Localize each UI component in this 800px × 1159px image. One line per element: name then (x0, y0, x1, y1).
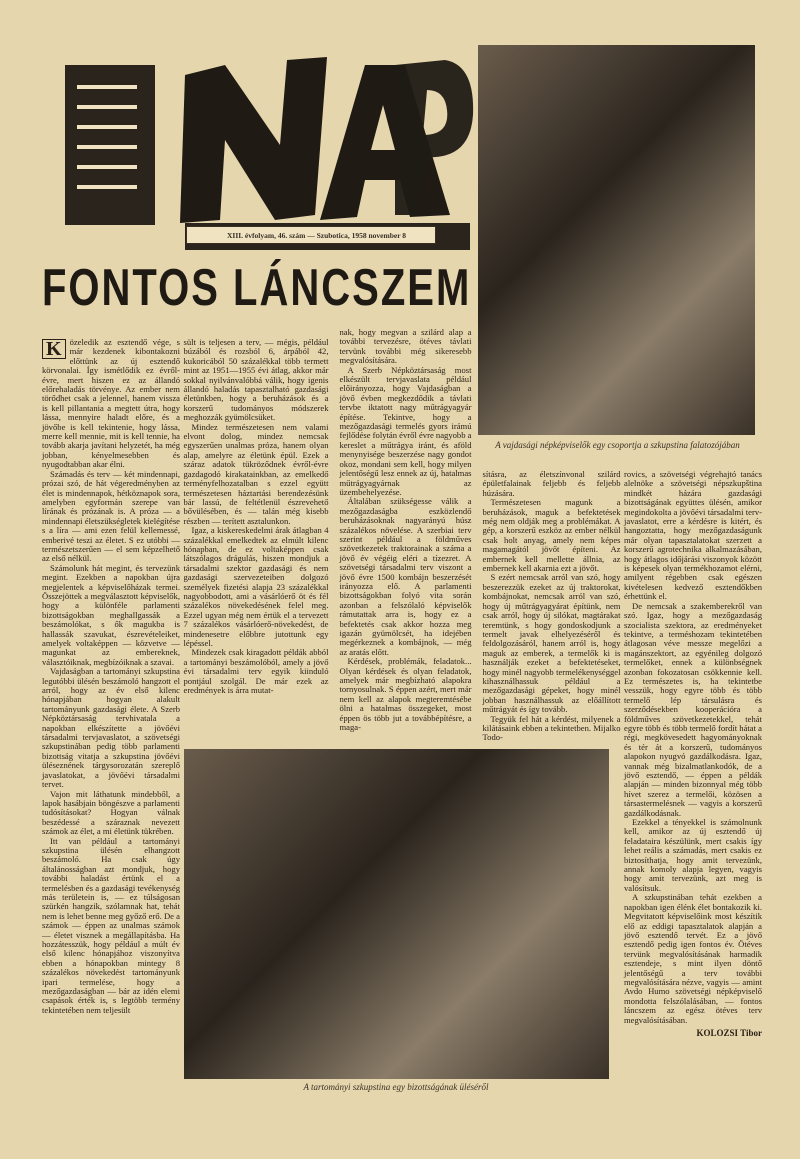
article-column-2 (184, 320, 329, 695)
article-column-4 (483, 320, 621, 743)
paragraph: sításra, az életszínvonal szilárd épületfalainak feljebb és feljebb húzására. (482, 469, 621, 498)
paragraph: nak, hogy megvan a szilárd alap a további tervezésre, ötéves távlati tervünk további még sikeresebb megvalósítására. (339, 327, 472, 366)
article-column-5 (624, 320, 762, 1038)
paragraph: rovics, a szövetségi végrehajtó tanács alelnöke a szövetségi népszkupština mindkét házára gazdasági bizottságának együttes ülésén, amikor megindokolta a jövőévi társadalmi terv-javaslatot, erre a kérdésre is kitért, és hangoztatta, hogy mezőgazdaságunk már olyan tapasztalatokat szerzett a korszerű agrotechnika alkalmazásában, hogy átlagos időjárási viszonyok között is képesek olyan termékhozamot elérni, amilyent régebben csak egészen kivételesen kedvező esztendőkben érhettünk el. (624, 469, 762, 602)
paragraph: Ezekkel a tényekkel is számolnunk kell, amikor az új esztendő új feladataira készülünk, mert csakis így lehet reális a számadás, mert csakis ez biztosíthatja, hogy amit tervezünk, annak komoly alapja legyen, vagyis hogy amit tervezünk, azt meg is valósítsuk. (624, 817, 762, 893)
paragraph: Tegyük fel hát a kérdést, milyenek a kilátásaink ebben a tekintetben. Mijalko Todo- (482, 713, 621, 743)
dropcap: K (42, 339, 66, 359)
paragraph: Általában szükségesse válik a mezőgazdaságba eszközlendő beruházásoknak nagyarányú húsz százalékos növelése. A szerbiai terv szerint például a földműves szövetkezetek traktorainak a száma a jövő év végéig eléri a tízezret. A szövetségi társadalmi terv viszont a jövő évre 1500 kombájn beszerzését irányozza elő. A parlamenti bizottságokban folyó vita során azonban a felszólaló képviselők rámutattak arra is, hogy ez a befektetés csak akkor hozza meg igazán gyümölcsét, ha idejében megérkeznek a kombájnok, — még az aratás előtt. (339, 496, 472, 657)
paragraph: Igaz, a kiskereskedelmi árak átlagban 4 százalékkal emelkedtek az elmúlt kilenc hónapban, de ez voltaképpen csak látszólagos drágulás, hiszen mondjuk a társadalmi szektor gazdasági és nem gazdasági szervezeteiben dolgozó személyek fizetési alapja 23 százalékkal nagyobbodott, ami a vásárlóerő öt és fél százalékos növekedésének felel meg. Ezzel ugyan még nem értük el a tervezett 7 százalékos vásárlóerő-növekedést, de mindenesetre előbbre jutottunk egy lépéssel. (183, 525, 329, 648)
issue-line: XIII. évfolyam, 46. szám — Szubotica, 1958 november 8 (186, 226, 436, 244)
article-column-3 (340, 320, 472, 732)
paragraph: Kérdések, problémák, feladatok... Olyan kérdések és olyan feladatok, amelyek már megbízható alapokra tornyosulnak. S éppen azért, mert már nem kell az alapok megteremtésébe ölni a hatalmas összegeket, most éppen ös több jut a továbbépítésre, a maga- (339, 656, 472, 733)
paragraph: Számadás és terv — két mindennapi, prózai szó, de hát végeredményben az élet is mindennapok, hétköznapok sora, amelyben egyformán szerepe van lírának és prózának is. A próza — a mindennapi életszükségletek kielégítése s a líra — ami ezen felül kellemessé, emberivé teszi az életet. S ez utóbbi — természetszerűen — el sem képzelhető az első nélkül. (42, 468, 180, 564)
paragraph: Vajdaságban a tartományi szkupstina legutóbbi ülésén beszámoló hangzott el arról, hogy az év első kilenc hónapjában hogyan alakult tartományunk gazdasági élete. A Szerb Népköztársaság tervhivatala a napokban elkészítette a jövőévi társadalmi tervjavaslatot, a szövetségi szkupstinában pedig több parlamenti bizottság vitatja a szkupstina jövőévi üléseznének tárgysorozatán szereplő javaslatokat, a jövőévi társadalmi tervet. (42, 666, 180, 790)
photo-caption: A tartományi szkupstina egy bizottságának üléséről (303, 1081, 489, 1092)
paragraph: Itt van például a tartományi szkupstina ülésén elhangzott beszámoló. Ha csak úgy általánosságban azt mondjuk, hogy további haladást értünk el a termelésben és a gazdasági tevékenység más területein is, — ez túlságosan szürkén hangzik, szólamnak hat, tehát nem is lehet benne meg győző erő. De a számok — éppen az unalmas számok — életet visznek a megállapításba. Ha hozzátesszük, hogy például a múlt év első kilenc hónapjához viszonyítva ebben a hónapokban mintegy 8 százalékos növekedést tartományunk ipari termelése, hogy a mezőgazdaságban — bár az idén elemi csapások érték is, s legtöbb termény tekintetében nem teljesült (42, 835, 180, 1015)
upper-columns (184, 320, 621, 743)
paragraph: S ezért nemcsak arról van szó, hogy beszerezzük ezeket az új traktorokat, kombájnokat, nemcsak arról van szó, hogy új műtrágyagyárat építünk, nem csak arról, hogy új silókat, magtárakat teremtünk, s hogy gondoskodjunk a termelt javak elhelyezéséről és feldolgozásáról, hanem arról is, hogy maguk az emberek, a termelők ki is használják ezeket a befektetéseket, hogy minél nagyobb termelékenységgel kihasználhassuk például a mezőgazdasági gépeket, hogy minél jobban használhassuk az előállított műtrágyát és így tovább. (482, 572, 621, 715)
photo-committee-meeting (184, 749, 609, 1079)
paragraph: A Szerb Népköztársaság most elkészült tervjavaslata például előirányozza, hogy Vajdaságban a jövő évben megkezdődik a távlati tervbe iktatott nagy műtrágyagyár építése. Tekintve, hogy a mezőgazdasági termelés gyors irámú fejlődése folytán évről évre nagyobb a kereslet a műtrágya iránt, és aföld menynyisége beszerzése nagy gondot okoz, mondani sem kell, hogy milyen jelentőségű lesz ennek az új, hatalmas műtrágyagyárnak az üzembehelyezése. (339, 364, 472, 497)
paragraph: Természetesen magunk a beruházások, maguk a befektetések még nem oldják meg a problémákat. A gép, a korszerű eszköz az ember nélkül csak holt anyag, amely nem képes magamagától jövőt építeni. Az embernek kell mellette állnia, az embernek kell akarnia ezt a jövőt. (482, 497, 621, 574)
paragraph: A szkupstinában tehát ezekben a napokban igen élénk élet bontakozik ki. Megvitatott képviselőink most készítik elő az eddigi tapasztalatok alapján a jövő esztendő tervét. Ez a jövő esztendő pedig igen fontos év. Ötéves tervünk megvalósításának harmadik esztendeje, s mint ilyen döntő jelentőségű a terv további megvalósítására nézve, vagyis — amint Avdo Humo szövetségi népképviselő mondotta felszólalásában, — fontos láncszem az egész ötéves terv megvalósításában. (624, 892, 762, 1025)
headline: FONTOS LÁNCSZEM (42, 259, 472, 317)
paragraph: Mindez természetesen nem valami elvont dolog, mindez nemcsak egyszerűen unalmas próza, hanem olyan alap, amelyre az életünk épül. Ezek a száraz adatok tükröződnek évről-évre gazdagodó kirakatainkban, az emelkedő terményfelhozatalban s ezzel együtt természetesen háztartási berendezésünk bár lassú, de feltétlenül észrevehető bővülésében, és — talán még kisebb részben — terített asztalunkon. (183, 421, 329, 526)
nap-masthead-logo (65, 45, 475, 250)
paragraph: Vajon mit láthatunk mindebből, a lapok hasábjain böngészve a parlamenti tudósításokat? Hogyan válnak beszédessé a száraznak nevezett számok az élet, a mi életünk tükrében. (42, 788, 180, 837)
paragraph: sült is teljesen a terv, — mégis, például búzából és rozsból 6, árpából 42, kukoricából 50 százalékkal több termett mint az 1951—1955 évi átlag, akkor már sokkal nyilvánvalóbbá válik, hogy igenis állandó haladás tapasztalható gazdasági életünkben, hogy a beruházások és a korszerű tudományos módszerek meghozzák gyümölcsüket. (183, 337, 329, 423)
paragraph: Számolunk hát megint, és tervezünk megint. Ezekben a napokban újra megjelentek a képviselőházak termei. Összejöttek a megválasztott képviselők, hogy a különféle parlamenti bizottságokban meghallgassák a beszámolókat, s ők magukba is hallassák szavukat, észrevételeiket, amelyek voltaképpen — közvetve — magunkat az embereknek, választóiknak, megbízóiknak a szavai. (42, 562, 180, 667)
paragraph: Mindezek csak kiragadott példák abból a tartományi beszámolóból, amely a jövő évi társadalmi terv egyik kiinduló pontjául szolgál. De már ezek az eredmények is árra mutat- (183, 647, 329, 696)
photo-caption: A vajdasági népképviselők egy csoportja a szkupstina falatozójában (495, 440, 740, 450)
article-body (42, 320, 762, 1093)
paragraph: özeledik az esztendő vége, s már kezdenek kibontakozni előttünk az új esztendő körvonalai. Így ismétlődik ez évről-évre, mert hiszen ez az állandó előrehaladás törvénye. Az ember nem törődhet csak a jelennel, hanem vissza is kell pillantania a megtett útra, hogy lássa, mennyire haladt előre, és a jövőbe is kell tekintenie, hogy lássa, merre kell mennie, mit is kell tennie, ha tovább akarja javítani helyzetét, ha még jobban, kényelmesebben és nyugodtabban akar élni. (42, 337, 180, 470)
author-signature: KOLOZSI Tibor (696, 1027, 762, 1038)
paragraph: De nemcsak a szakemberekről van szó. Igaz, hogy a mezőgazdaság szocialista szektora, az eredményeket tekintve, a terméshozam tekintetében átlagosan véve messze megelőzi a magánszektort, az egyénileg dolgozó termelőket, ennek a különbségnek azonban fokozatosan csökkennie kell. Ez természetes is, ha tekintetbe vesszük, hogy egyre több és több termelő lép társulásra és szerződésekben kooperációra a földműves szövetkezetekkel, tehát egyre több és több termelő fordít hátat a régi, megkövesedett hagyományoknak és tér át a korszerű, tudományos alapokon nyugvó gazdálkodásra. Igaz, vannak még bizalmatlankodók, de a jövő esztendő, — éppen a példák alapján — minden bizonnyal még több hívet szerez a termelői, közösen a társastermelésnek — vagyis a korszerű gazdálkodásnak. (624, 600, 762, 818)
article-column-1 (42, 320, 180, 1015)
center-block (184, 320, 621, 1093)
